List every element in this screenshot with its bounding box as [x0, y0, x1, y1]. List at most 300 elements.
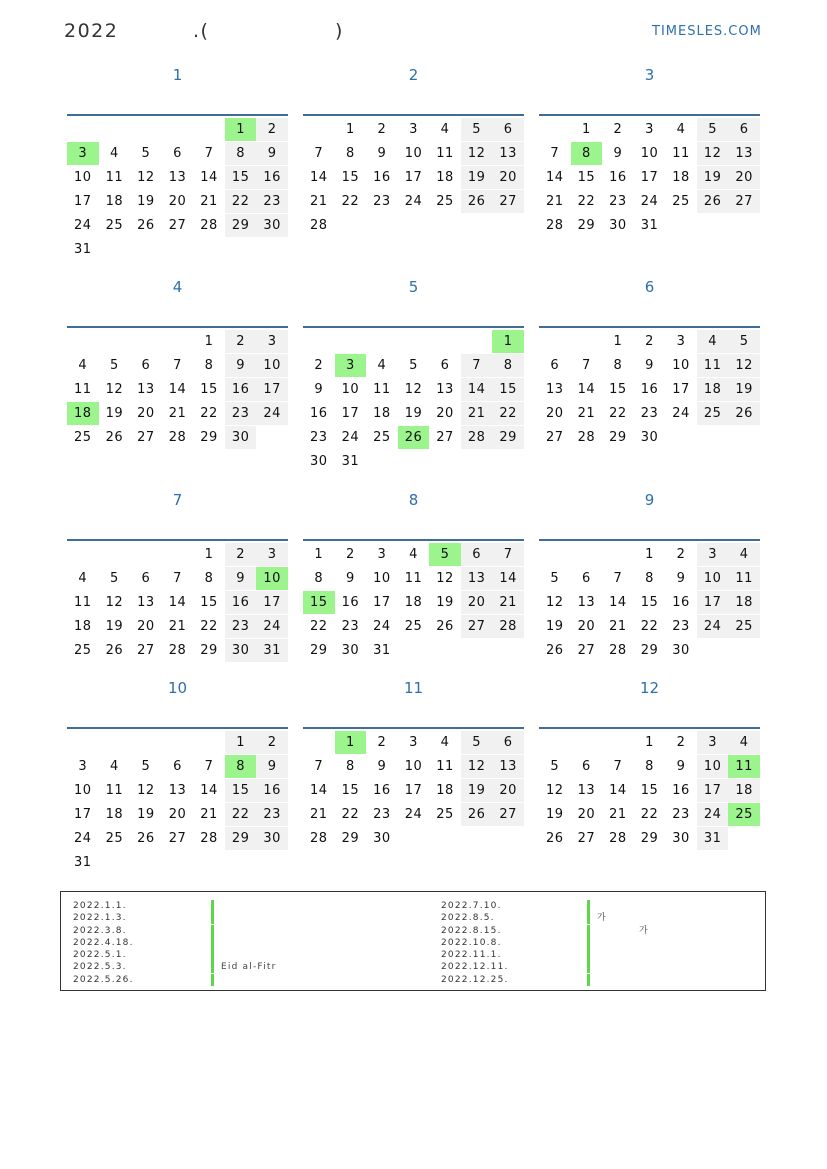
day-cell: 30: [225, 639, 257, 662]
day-cell: 28: [577, 429, 596, 445]
day-cell: 30: [609, 217, 627, 233]
day-cell: 29: [200, 642, 218, 658]
day-cell: 2: [377, 735, 387, 750]
day-cell: 20: [137, 618, 155, 634]
day-cell: 21: [577, 405, 596, 421]
day-cell: 7: [173, 357, 182, 373]
day-cell: 8: [492, 354, 524, 377]
month-title: 8: [408, 491, 419, 509]
day-cell: 16: [373, 782, 391, 798]
day-cell: 8: [645, 570, 654, 586]
day-cell: 18: [404, 594, 423, 610]
month-rule: [67, 114, 288, 116]
day-cell: 17: [256, 591, 288, 614]
day-cell: 28: [310, 217, 328, 233]
day-cell: 16: [310, 405, 328, 421]
day-cell: 12: [728, 354, 760, 377]
day-cell: 9: [314, 381, 324, 397]
day-cell: 23: [640, 405, 659, 421]
day-cell: 13: [137, 381, 155, 397]
day-cell: 6: [581, 570, 591, 586]
day-cell: 18: [105, 806, 124, 822]
day-cell: 6: [141, 570, 151, 586]
legend-holiday-name: 가: [597, 913, 607, 924]
day-cell: 30: [640, 429, 659, 445]
day-cell: 19: [461, 779, 493, 802]
day-cell: 25: [74, 642, 92, 658]
holiday-day-cell: 8: [225, 755, 257, 778]
day-cell: 18: [728, 779, 760, 802]
holiday-day-cell: 10: [256, 567, 288, 590]
day-cell: 4: [728, 731, 760, 754]
day-cell: 6: [492, 118, 524, 141]
day-cell: 4: [377, 357, 387, 373]
legend-item: [73, 925, 134, 937]
day-cell: 17: [404, 169, 423, 185]
day-cell: 27: [137, 642, 155, 658]
day-cell: 18: [74, 618, 92, 634]
day-cell: 30: [256, 214, 288, 237]
holiday-day-cell: 25: [728, 803, 760, 826]
month-title: 12: [639, 679, 660, 697]
day-cell: 25: [105, 830, 124, 846]
day-cell: 19: [728, 378, 760, 401]
day-cell: 20: [168, 806, 187, 822]
day-cell: 20: [168, 193, 187, 209]
day-cell: 22: [341, 806, 360, 822]
legend-item: [73, 949, 134, 961]
day-cell: 19: [137, 193, 155, 209]
day-cell: 16: [341, 594, 360, 610]
day-cell: 31: [697, 827, 729, 850]
day-cell: 23: [609, 193, 627, 209]
day-cell: 16: [373, 169, 391, 185]
legend-item: [441, 937, 509, 949]
day-cell: 6: [141, 357, 151, 373]
day-cell: 12: [546, 594, 564, 610]
day-cell: 2: [676, 547, 686, 562]
day-cell: 26: [461, 190, 493, 213]
day-cell: 21: [200, 806, 218, 822]
day-cell: 10: [404, 145, 423, 161]
day-cell: 24: [341, 429, 360, 445]
day-cell: 14: [492, 567, 524, 590]
day-cell: 12: [436, 570, 454, 586]
day-cell: 12: [404, 381, 423, 397]
day-cell: 31: [373, 642, 391, 658]
day-cell: 4: [440, 735, 450, 750]
day-cell: 9: [613, 145, 623, 161]
day-cell: 11: [404, 570, 423, 586]
day-cell: 23: [310, 429, 328, 445]
legend-date: 2022.11.1.: [441, 950, 502, 961]
legend-marker: [211, 974, 214, 986]
month-title: 1: [172, 66, 183, 84]
day-cell: 24: [373, 618, 391, 634]
day-cell: 26: [697, 190, 729, 213]
day-cell: 15: [609, 381, 627, 397]
legend-date: 2022.3.8.: [73, 925, 127, 936]
legend-item: [73, 961, 277, 973]
day-cell: 20: [728, 166, 760, 189]
day-cell: 27: [137, 429, 155, 445]
day-cell: 27: [546, 429, 564, 445]
day-cell: 1: [225, 731, 257, 754]
day-cell: 1: [345, 122, 355, 137]
month-rule: [303, 727, 524, 729]
day-cell: 7: [613, 570, 623, 586]
day-cell: 18: [436, 169, 454, 185]
day-cell: 15: [200, 381, 218, 397]
day-cell: 15: [492, 378, 524, 401]
day-cell: 28: [200, 830, 218, 846]
day-cell: 17: [697, 779, 729, 802]
day-cell: 21: [310, 806, 328, 822]
day-cell: 2: [676, 735, 686, 750]
day-cell: 28: [200, 217, 218, 233]
day-cell: 31: [74, 854, 92, 870]
day-cell: 28: [609, 642, 627, 658]
day-cell: 1: [645, 547, 654, 562]
day-cell: 14: [577, 381, 596, 397]
day-cell: 7: [173, 570, 182, 586]
month-title: 5: [408, 278, 419, 296]
day-cell: 26: [137, 830, 155, 846]
day-cell: 12: [461, 142, 493, 165]
day-cell: 22: [609, 405, 627, 421]
day-cell: 6: [492, 731, 524, 754]
day-cell: 5: [728, 330, 760, 353]
day-cell: 19: [404, 405, 423, 421]
day-cell: 24: [74, 217, 92, 233]
day-cell: 15: [341, 169, 360, 185]
day-cell: 17: [373, 594, 391, 610]
day-cell: 18: [373, 405, 391, 421]
day-cell: 23: [373, 193, 391, 209]
day-cell: 22: [341, 193, 360, 209]
day-cell: 22: [492, 402, 524, 425]
day-cell: 13: [728, 142, 760, 165]
day-cell: 11: [436, 758, 454, 774]
day-cell: 15: [640, 782, 659, 798]
day-cell: 22: [640, 806, 659, 822]
month-rule: [303, 114, 524, 116]
day-cell: 28: [461, 426, 493, 449]
day-cell: 26: [546, 830, 564, 846]
legend-date: 2022.5.1.: [73, 950, 127, 961]
day-cell: 6: [728, 118, 760, 141]
day-cell: 17: [697, 591, 729, 614]
day-cell: 29: [640, 642, 659, 658]
day-cell: 14: [609, 782, 627, 798]
day-cell: 24: [404, 806, 423, 822]
month-title: 10: [167, 679, 188, 697]
day-cell: 28: [609, 830, 627, 846]
day-cell: 1: [613, 334, 623, 349]
day-cell: 14: [461, 378, 493, 401]
legend-marker: [211, 925, 214, 937]
day-cell: 14: [609, 594, 627, 610]
day-cell: 11: [105, 169, 124, 185]
day-cell: 1: [314, 547, 324, 562]
day-cell: 3: [697, 543, 729, 566]
day-cell: 21: [200, 193, 218, 209]
day-cell: 9: [676, 570, 686, 586]
holiday-day-cell: 3: [335, 354, 367, 377]
day-cell: 25: [436, 806, 454, 822]
day-cell: 17: [404, 782, 423, 798]
day-cell: 15: [577, 169, 596, 185]
legend-column-left: [73, 900, 277, 986]
month-rule: [539, 114, 760, 116]
day-cell: 3: [697, 731, 729, 754]
day-cell: 24: [404, 193, 423, 209]
day-cell: 11: [436, 145, 454, 161]
day-cell: 6: [173, 145, 182, 161]
day-cell: 10: [74, 782, 92, 798]
day-cell: 22: [225, 190, 257, 213]
day-cell: 19: [137, 806, 155, 822]
day-cell: 19: [105, 405, 124, 421]
day-cell: 24: [640, 193, 659, 209]
day-cell: 28: [546, 217, 564, 233]
day-cell: 24: [697, 615, 729, 638]
day-cell: 5: [550, 758, 560, 774]
month-title: 3: [644, 66, 655, 84]
day-cell: 6: [581, 758, 591, 774]
day-cell: 29: [225, 827, 257, 850]
holiday-day-cell: 1: [335, 731, 367, 754]
day-cell: 13: [577, 594, 596, 610]
day-cell: 3: [78, 758, 88, 774]
day-cell: 8: [345, 145, 355, 161]
day-cell: 24: [74, 830, 92, 846]
holiday-day-cell: 1: [492, 330, 524, 353]
day-cell: 18: [728, 591, 760, 614]
day-cell: 10: [640, 145, 659, 161]
day-cell: 25: [105, 217, 124, 233]
day-cell: 5: [141, 145, 151, 161]
day-cell: 9: [377, 758, 387, 774]
day-cell: 7: [550, 145, 560, 161]
day-cell: 11: [697, 354, 729, 377]
day-cell: 30: [225, 426, 257, 449]
day-cell: 12: [105, 594, 124, 610]
day-cell: 4: [109, 145, 119, 161]
day-cell: 16: [225, 591, 257, 614]
day-cell: 14: [546, 169, 564, 185]
day-cell: 22: [640, 618, 659, 634]
day-cell: 9: [256, 755, 288, 778]
day-cell: 7: [314, 145, 324, 161]
day-cell: 5: [141, 758, 151, 774]
day-cell: 1: [645, 735, 654, 750]
day-cell: 22: [225, 803, 257, 826]
day-cell: 24: [256, 615, 288, 638]
day-cell: 3: [676, 334, 686, 349]
day-cell: 10: [697, 755, 729, 778]
day-cell: 16: [640, 381, 659, 397]
day-cell: 27: [168, 830, 187, 846]
day-cell: 22: [200, 405, 218, 421]
day-cell: 11: [74, 594, 92, 610]
day-cell: 21: [168, 618, 187, 634]
day-cell: 20: [577, 618, 596, 634]
legend-item: [441, 912, 607, 924]
day-cell: 23: [672, 618, 690, 634]
legend-marker: [211, 937, 214, 949]
day-cell: 9: [345, 570, 355, 586]
legend-marker: [587, 937, 590, 949]
day-cell: 4: [409, 547, 418, 562]
legend-item: [73, 974, 134, 986]
day-cell: 10: [404, 758, 423, 774]
day-cell: 30: [310, 453, 328, 469]
day-cell: 14: [168, 594, 187, 610]
month-rule: [67, 326, 288, 328]
day-cell: 11: [373, 381, 391, 397]
legend-item: [441, 925, 649, 937]
day-cell: 13: [492, 755, 524, 778]
legend-column-right: [441, 900, 649, 986]
day-cell: 10: [373, 570, 391, 586]
legend-marker: [211, 912, 214, 924]
holiday-day-cell: 15: [303, 591, 335, 614]
legend-date: 2022.8.5.: [441, 913, 495, 924]
legend-item: [441, 974, 509, 986]
legend-date: 2022.1.3.: [73, 913, 127, 924]
day-cell: 18: [436, 782, 454, 798]
day-cell: 22: [577, 193, 596, 209]
day-cell: 21: [609, 618, 627, 634]
day-cell: 31: [341, 453, 360, 469]
day-cell: 21: [168, 405, 187, 421]
day-cell: 29: [492, 426, 524, 449]
day-cell: 1: [581, 122, 591, 137]
day-cell: 4: [78, 570, 88, 586]
day-cell: 8: [645, 758, 654, 774]
day-cell: 26: [137, 217, 155, 233]
day-cell: 10: [341, 381, 360, 397]
month-title: 7: [172, 491, 183, 509]
month-title: 11: [403, 679, 424, 697]
day-cell: 28: [168, 429, 187, 445]
day-cell: 21: [546, 193, 564, 209]
day-cell: 4: [440, 122, 450, 137]
day-cell: 25: [728, 615, 760, 638]
day-cell: 26: [461, 803, 493, 826]
day-cell: 3: [409, 122, 418, 137]
legend-marker: [211, 949, 214, 961]
day-cell: 29: [310, 642, 328, 658]
day-cell: 2: [613, 122, 623, 137]
day-cell: 10: [256, 354, 288, 377]
legend-date: 2022.4.18.: [73, 937, 134, 948]
legend-holiday-name: Eid al-Fitr: [221, 962, 277, 973]
day-cell: 27: [461, 615, 493, 638]
day-cell: 26: [105, 429, 124, 445]
holiday-day-cell: 18: [67, 402, 99, 425]
day-cell: 30: [373, 830, 391, 846]
title-end: ): [335, 20, 344, 42]
day-cell: 14: [168, 381, 187, 397]
month-rule: [67, 727, 288, 729]
legend-date: 2022.10.8.: [441, 937, 502, 948]
day-cell: 7: [204, 145, 214, 161]
day-cell: 31: [74, 241, 92, 257]
day-cell: 29: [200, 429, 218, 445]
day-cell: 3: [377, 547, 387, 562]
day-cell: 30: [341, 642, 360, 658]
day-cell: 22: [200, 618, 218, 634]
legend-item: [73, 912, 134, 924]
month-title: 2: [408, 66, 419, 84]
day-cell: 7: [492, 543, 524, 566]
day-cell: 12: [697, 142, 729, 165]
day-cell: 25: [404, 618, 423, 634]
day-cell: 20: [492, 779, 524, 802]
month-title: 6: [644, 278, 655, 296]
day-cell: 15: [341, 782, 360, 798]
day-cell: 12: [137, 169, 155, 185]
legend-date: 2022.5.26.: [73, 974, 134, 985]
day-cell: 8: [204, 357, 214, 373]
day-cell: 2: [314, 357, 324, 373]
day-cell: 2: [377, 122, 387, 137]
day-cell: 16: [672, 782, 690, 798]
day-cell: 11: [74, 381, 92, 397]
legend-item: [441, 961, 509, 973]
brand-link[interactable]: TIMESLES.COM: [652, 24, 762, 39]
day-cell: 16: [609, 169, 627, 185]
day-cell: 28: [310, 830, 328, 846]
day-cell: 13: [461, 567, 493, 590]
day-cell: 30: [672, 642, 690, 658]
day-cell: 9: [676, 758, 686, 774]
day-cell: 19: [105, 618, 124, 634]
day-cell: 23: [256, 803, 288, 826]
day-cell: 2: [645, 334, 654, 349]
day-cell: 6: [550, 357, 560, 373]
day-cell: 27: [492, 190, 524, 213]
day-cell: 9: [645, 357, 654, 373]
day-cell: 31: [256, 639, 288, 662]
day-cell: 20: [546, 405, 564, 421]
day-cell: 29: [640, 830, 659, 846]
legend-date: 2022.8.15.: [441, 925, 502, 936]
legend-marker: [587, 925, 590, 937]
day-cell: 26: [436, 618, 454, 634]
legend-date: 2022.1.1.: [73, 901, 127, 911]
day-cell: 25: [436, 193, 454, 209]
day-cell: 7: [314, 758, 324, 774]
day-cell: 6: [461, 543, 493, 566]
day-cell: 29: [609, 429, 627, 445]
day-cell: 1: [204, 334, 214, 349]
day-cell: 21: [492, 591, 524, 614]
day-cell: 28: [492, 615, 524, 638]
month-rule: [539, 539, 760, 541]
month-rule: [539, 727, 760, 729]
holiday-legend: [60, 891, 766, 991]
day-cell: 17: [256, 378, 288, 401]
day-cell: 12: [137, 782, 155, 798]
day-cell: 18: [672, 169, 690, 185]
legend-marker: [211, 961, 214, 973]
day-cell: 4: [697, 330, 729, 353]
day-cell: 8: [613, 357, 623, 373]
day-cell: 29: [225, 214, 257, 237]
